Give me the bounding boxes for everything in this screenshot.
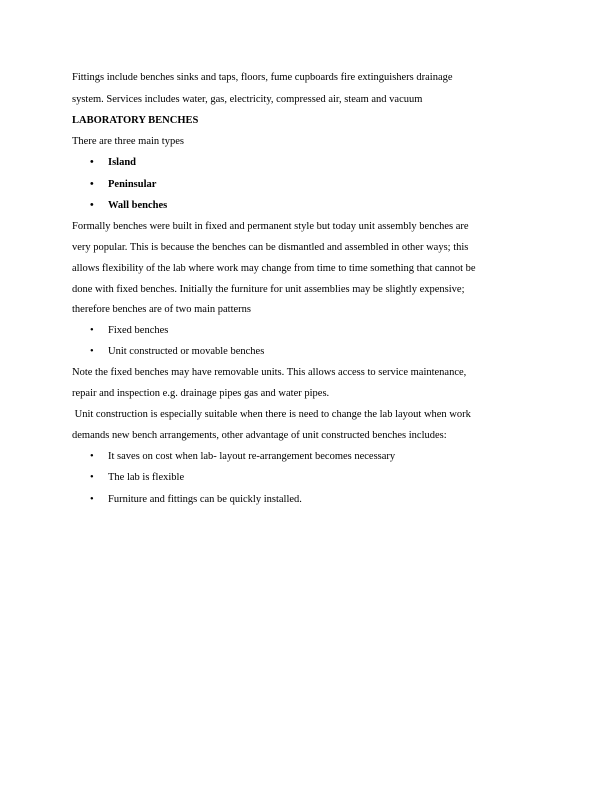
- paragraph-line: demands new bench arrangements, other advantage of unit constructed benches includes:: [72, 430, 447, 441]
- paragraph-line: Fittings include benches sinks and taps, floors, fume cupboards fire extinguishers drainage: [72, 72, 453, 83]
- bullet-icon: •: [90, 157, 94, 168]
- bullet-icon: •: [90, 200, 94, 211]
- paragraph-line: done with fixed benches. Initially the furniture for unit assemblies may be slightly expensive;: [72, 284, 465, 295]
- section-heading: LABORATORY BENCHES: [72, 115, 199, 126]
- list-item-text: Fixed benches: [108, 325, 169, 336]
- list-item-text: Unit constructed or movable benches: [108, 346, 265, 357]
- bullet-icon: •: [90, 179, 94, 190]
- list-item-text: Wall benches: [108, 200, 168, 211]
- bullet-icon: •: [90, 346, 94, 357]
- intro-text: There are three main types: [72, 136, 184, 147]
- paragraph-line: very popular. This is because the benches can be dismantled and assembled in other ways; this: [72, 242, 469, 253]
- list-item-text: Island: [108, 157, 137, 168]
- paragraph-line: system. Services includes water, gas, electricity, compressed air, steam and vacuum: [72, 94, 423, 105]
- list-item-text: Furniture and fittings can be quickly installed.: [108, 494, 302, 505]
- bullet-icon: •: [90, 325, 94, 336]
- paragraph-line: Unit construction is especially suitable when there is need to change the lab layout when work: [72, 409, 471, 420]
- paragraph-line: repair and inspection e.g. drainage pipes gas and water pipes.: [72, 388, 330, 399]
- bullet-icon: •: [90, 451, 94, 462]
- list-item-text: The lab is flexible: [108, 472, 185, 483]
- list-item-text: It saves on cost when lab- layout re-arrangement becomes necessary: [108, 451, 396, 462]
- list-item-text: Peninsular: [108, 179, 157, 190]
- paragraph-line: Note the fixed benches may have removable units. This allows access to service maintenance,: [72, 367, 467, 378]
- paragraph-line: Formally benches were built in fixed and permanent style but today unit assembly benches are: [72, 221, 469, 232]
- paragraph-line: therefore benches are of two main patterns: [72, 304, 252, 315]
- paragraph-line: allows flexibility of the lab where work may change from time to time something that cannot be: [72, 263, 476, 274]
- bullet-icon: •: [90, 472, 94, 483]
- bullet-icon: •: [90, 494, 94, 505]
